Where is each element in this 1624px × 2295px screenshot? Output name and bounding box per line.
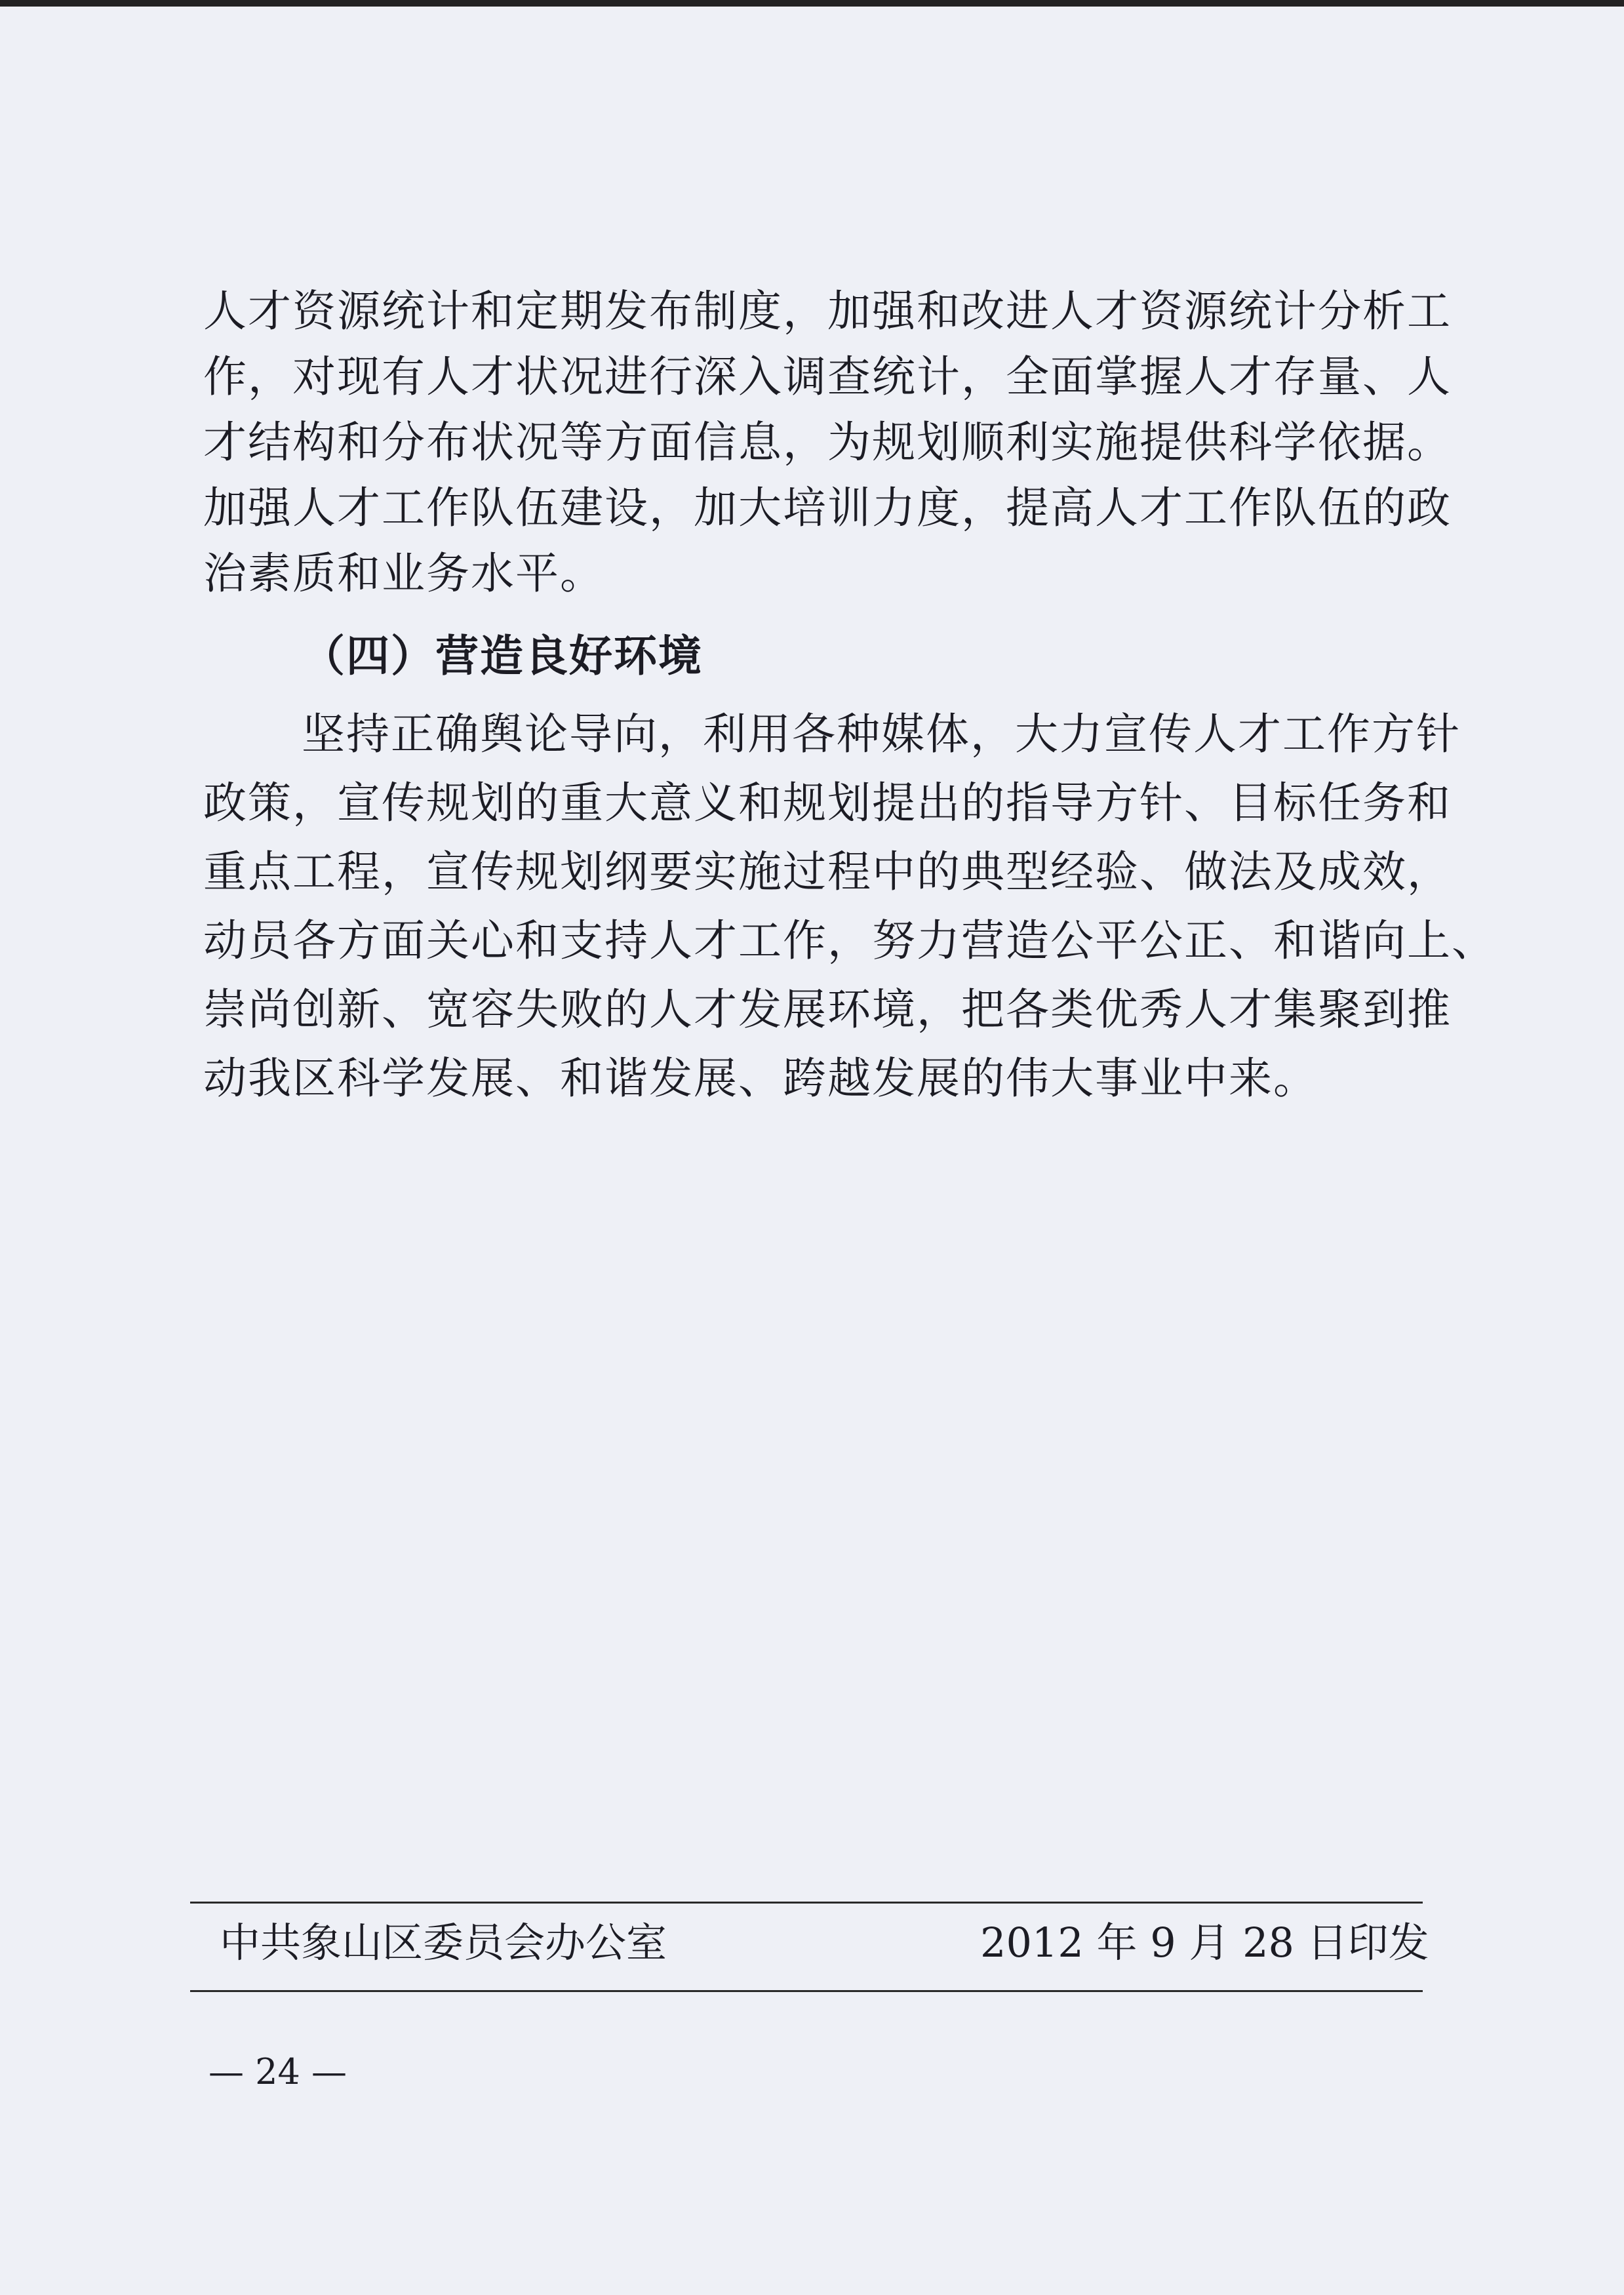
- section-line: 坚持正确舆论导向，利用各种媒体，大力宣传人才工作方针: [302, 709, 1461, 759]
- section-line: 动员各方面关心和支持人才工作，努力营造公平公正、和谐向上、: [203, 915, 1496, 966]
- issuer-label: 中共象山区委员会办公室: [220, 1919, 667, 1966]
- body-line: 治素质和业务水平。: [203, 548, 604, 599]
- section-line: 动我区科学发展、和谐发展、跨越发展的伟大事业中来。: [203, 1053, 1318, 1104]
- section-line: 政策，宣传规划的重大意义和规划提出的指导方针、目标任务和: [203, 778, 1452, 828]
- section-line: 崇尚创新、宽容失败的人才发展环境，把各类优秀人才集聚到推: [203, 984, 1452, 1035]
- body-line: 作，对现有人才状况进行深入调查统计，全面掌握人才存量、人: [203, 351, 1452, 402]
- footer-bottom-rule: [190, 1990, 1423, 1992]
- section-heading: （四）营造良好环境: [302, 630, 703, 681]
- body-line: 才结构和分布状况等方面信息，为规划顺利实施提供科学依据。: [203, 417, 1452, 468]
- page-number: — 24 —: [208, 2051, 347, 2092]
- issue-date: 2012 年 9 月 28 日印发: [980, 1919, 1429, 1966]
- scan-top-edge: [0, 0, 1624, 7]
- body-line: 加强人才工作队伍建设，加大培训力度，提高人才工作队伍的政: [203, 483, 1452, 533]
- section-line: 重点工程，宣传规划纲要实施过程中的典型经验、做法及成效，: [203, 847, 1452, 897]
- footer-top-rule: [190, 1902, 1423, 1904]
- body-line: 人才资源统计和定期发布制度，加强和改进人才资源统计分析工: [203, 286, 1452, 336]
